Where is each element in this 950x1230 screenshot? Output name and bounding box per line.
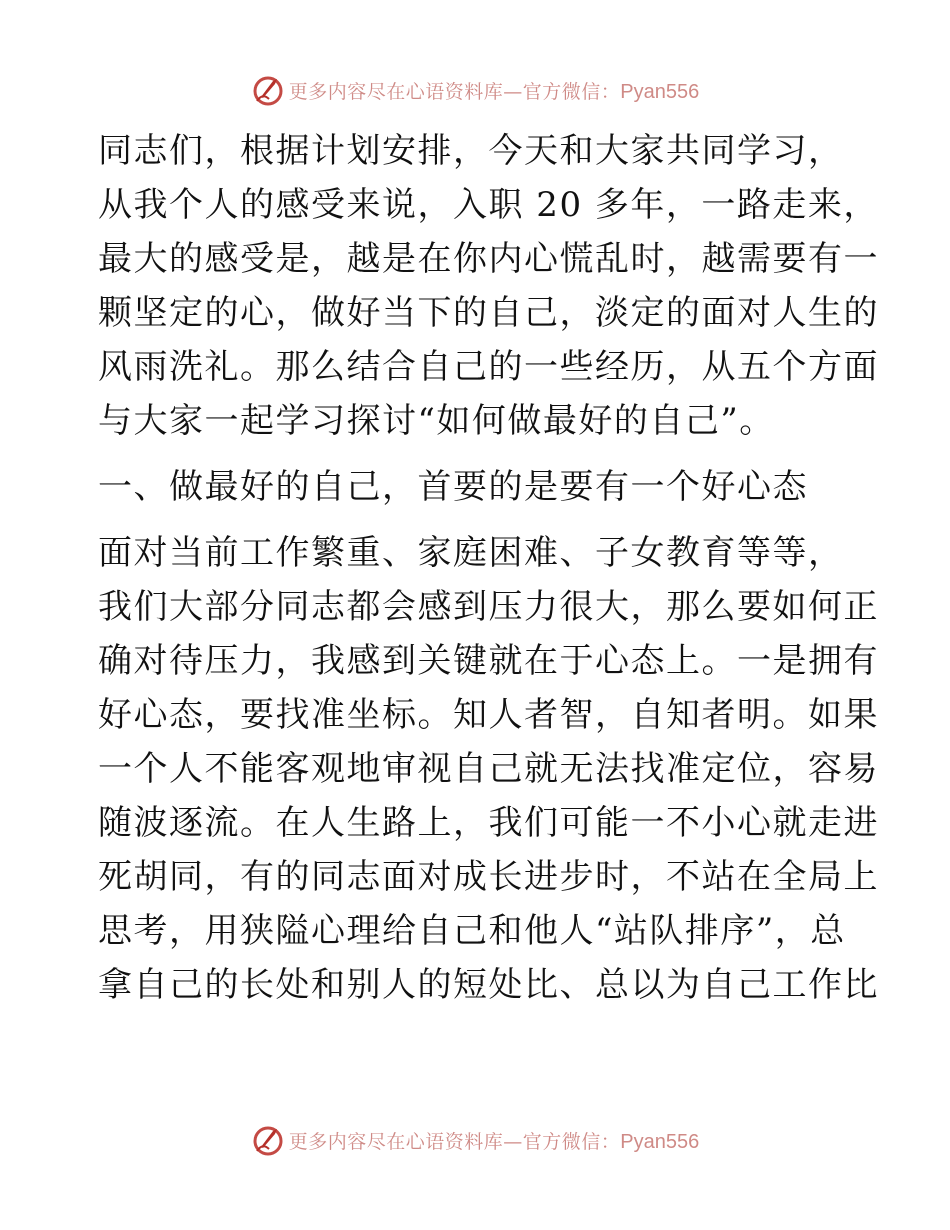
text-line: 同志们，根据计划安排，今天和大家共同学习，: [98, 131, 844, 171]
section-heading: 一、做最好的自己，首要的是要有一个好心态: [98, 467, 808, 507]
banner-text-main: 更多内容尽在心语资料库—官方微信：: [288, 1130, 621, 1153]
text-line: 从我个人的感受来说，入职 20 多年，一路走来，: [98, 185, 879, 225]
text-line: 我们大部分同志都会感到压力很大，那么要如何正: [98, 587, 879, 627]
text-line: 好心态，要找准坐标。知人者智，自知者明。如果: [98, 695, 879, 735]
text-line: 一个人不能客观地审视自己就无法找准定位，容易: [98, 749, 879, 789]
text-line: 最大的感受是，越是在你内心慌乱时，越需要有一: [98, 239, 879, 279]
wechat-handle: Pyan556: [620, 80, 700, 103]
text-line: 随波逐流。在人生路上，我们可能一不小心就走进: [98, 803, 879, 843]
footer-banner: [0, 1120, 950, 1160]
text-line: 颗坚定的心，做好当下的自己，淡定的面对人生的: [98, 293, 879, 333]
text-line: 风雨洗礼。那么结合自己的一些经历，从五个方面: [98, 347, 879, 387]
wechat-handle: Pyan556: [620, 1130, 700, 1153]
banner-text: [289, 77, 699, 104]
quill-logo-icon: [251, 73, 285, 107]
document-body: [98, 124, 879, 1012]
banner-text: [289, 1127, 699, 1154]
banner-text-main: 更多内容尽在心语资料库—官方微信：: [288, 80, 621, 103]
text-line: 与大家一起学习探讨“如何做最好的自己”。: [98, 401, 775, 441]
text-line: 确对待压力，我感到关键就在于心态上。一是拥有: [98, 641, 879, 681]
text-line: 拿自己的长处和别人的短处比、总以为自己工作比: [98, 965, 879, 1005]
text-line: 思考，用狭隘心理给自己和他人“站队排序”，总: [98, 911, 846, 951]
quill-logo-icon: [251, 1123, 285, 1157]
text-line: 死胡同，有的同志面对成长进步时，不站在全局上: [98, 857, 879, 897]
header-banner: [0, 70, 950, 110]
text-line: 面对当前工作繁重、家庭困难、子女教育等等，: [98, 533, 844, 573]
